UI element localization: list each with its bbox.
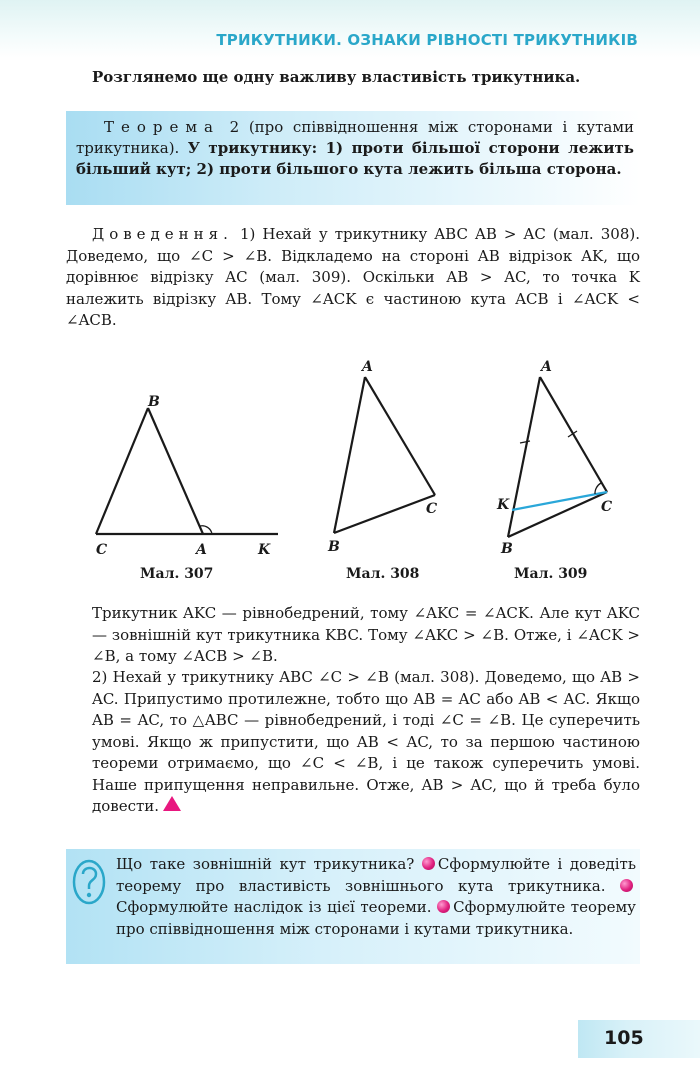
- fig308-label-b: B: [328, 539, 340, 555]
- intro-sentence: Розглянемо ще одну важливу властивість трикутника.: [92, 68, 581, 86]
- conclusion-text-1: Трикутник AKC — рівнобедрений, тому ∠AKC = ∠ACK. Але кут AKC — зовнішній кут трикутника KBC. Тому ∠AKC > ∠B. Отже, і ∠ACK > ∠B, а тому ∠ACB > ∠B.: [92, 604, 640, 665]
- figure-307: [88, 388, 288, 558]
- fig307-label-k: K: [258, 542, 271, 558]
- question-4: Сформулюйте теорему про співвідношення між сторонами і кутами трикутника.: [116, 898, 636, 938]
- fig307-caption: Мал. 307: [140, 566, 214, 582]
- questions-box: [66, 849, 640, 964]
- conclusion-paragraph-2: [66, 667, 640, 818]
- fig309-label-b: B: [501, 541, 513, 557]
- conclusion-paragraph-1: [66, 603, 640, 668]
- theorem-body: У трикутнику: 1) проти більшої сторони лежить більший кут; 2) проти більшого кута лежить більша сторона.: [76, 139, 634, 178]
- question-3: Сформулюйте наслідок із цієї теореми.: [116, 898, 432, 916]
- question-icon: [72, 857, 106, 907]
- questions-text: [116, 854, 636, 940]
- fig308-label-c: C: [426, 501, 438, 517]
- theorem-box: [66, 111, 640, 205]
- theorem-word: Теорема: [104, 118, 221, 136]
- question-2: Сформулюйте і доведіть теорему про властивість зовнішнього кута трикутника.: [116, 855, 636, 895]
- question-1: Що таке зовнішній кут трикутника?: [116, 855, 415, 873]
- theorem-title: 2 (про співвідношення між сторонами і кутами трикутника).: [76, 118, 634, 157]
- proof-text: 1) Нехай у трикутнику ABC AB > AC (мал. 308). Доведемо, що ∠C > ∠B. Відкладемо на стороні AB відрізок AK, що дорівнює відрізку AC (мал. 309). Оскільки AB > AC, то точка K належить відрізку AB. Тому ∠ACK є частиною кута ACB і ∠ACK < ∠ACB.: [66, 225, 640, 329]
- fig308-caption: Мал. 308: [346, 566, 420, 582]
- fig309-label-a: A: [541, 359, 552, 375]
- page-number: 105: [604, 1027, 644, 1049]
- figure-308: [320, 355, 450, 560]
- fig309-caption: Мал. 309: [514, 566, 588, 582]
- fig308-label-a: A: [362, 359, 373, 375]
- bullet-icon: [437, 900, 450, 913]
- bullet-icon: [422, 857, 435, 870]
- fig309-label-c: C: [601, 499, 613, 515]
- end-of-proof-icon: [163, 796, 181, 811]
- conclusion-text-2-body: 2) Нехай у трикутнику ABC ∠C > ∠B (мал. 308). Доведемо, що AB > AC. Припустимо протилежне, тобто що AB = AC або AB < AC. Якщо AB = AC, то △ABC — рівнобедрений, і тоді ∠C = ∠B. Це суперечить умові. Якщо ж припустити, що AB < AC, то за першою частиною теореми отримаємо, що ∠C < ∠B, і це також суперечить умові. Наше припущення неправильне. Отже, AB > AC, що й треба було довести.: [92, 668, 640, 815]
- fig307-label-a: A: [196, 542, 207, 558]
- proof-paragraph: [66, 224, 640, 332]
- segment-kc: [512, 492, 607, 510]
- figure-309: [495, 355, 625, 560]
- fig309-label-k: K: [497, 497, 510, 513]
- bullet-icon: [620, 879, 633, 892]
- conclusion-text-2: [66, 667, 640, 818]
- running-title: ТРИКУТНИКИ. ОЗНАКИ РІВНОСТІ ТРИКУТНИКІВ: [216, 31, 638, 49]
- fig307-label-b: B: [148, 394, 160, 410]
- proof-word: Доведення.: [92, 225, 233, 243]
- header-band: [0, 0, 700, 58]
- fig307-label-c: C: [96, 542, 108, 558]
